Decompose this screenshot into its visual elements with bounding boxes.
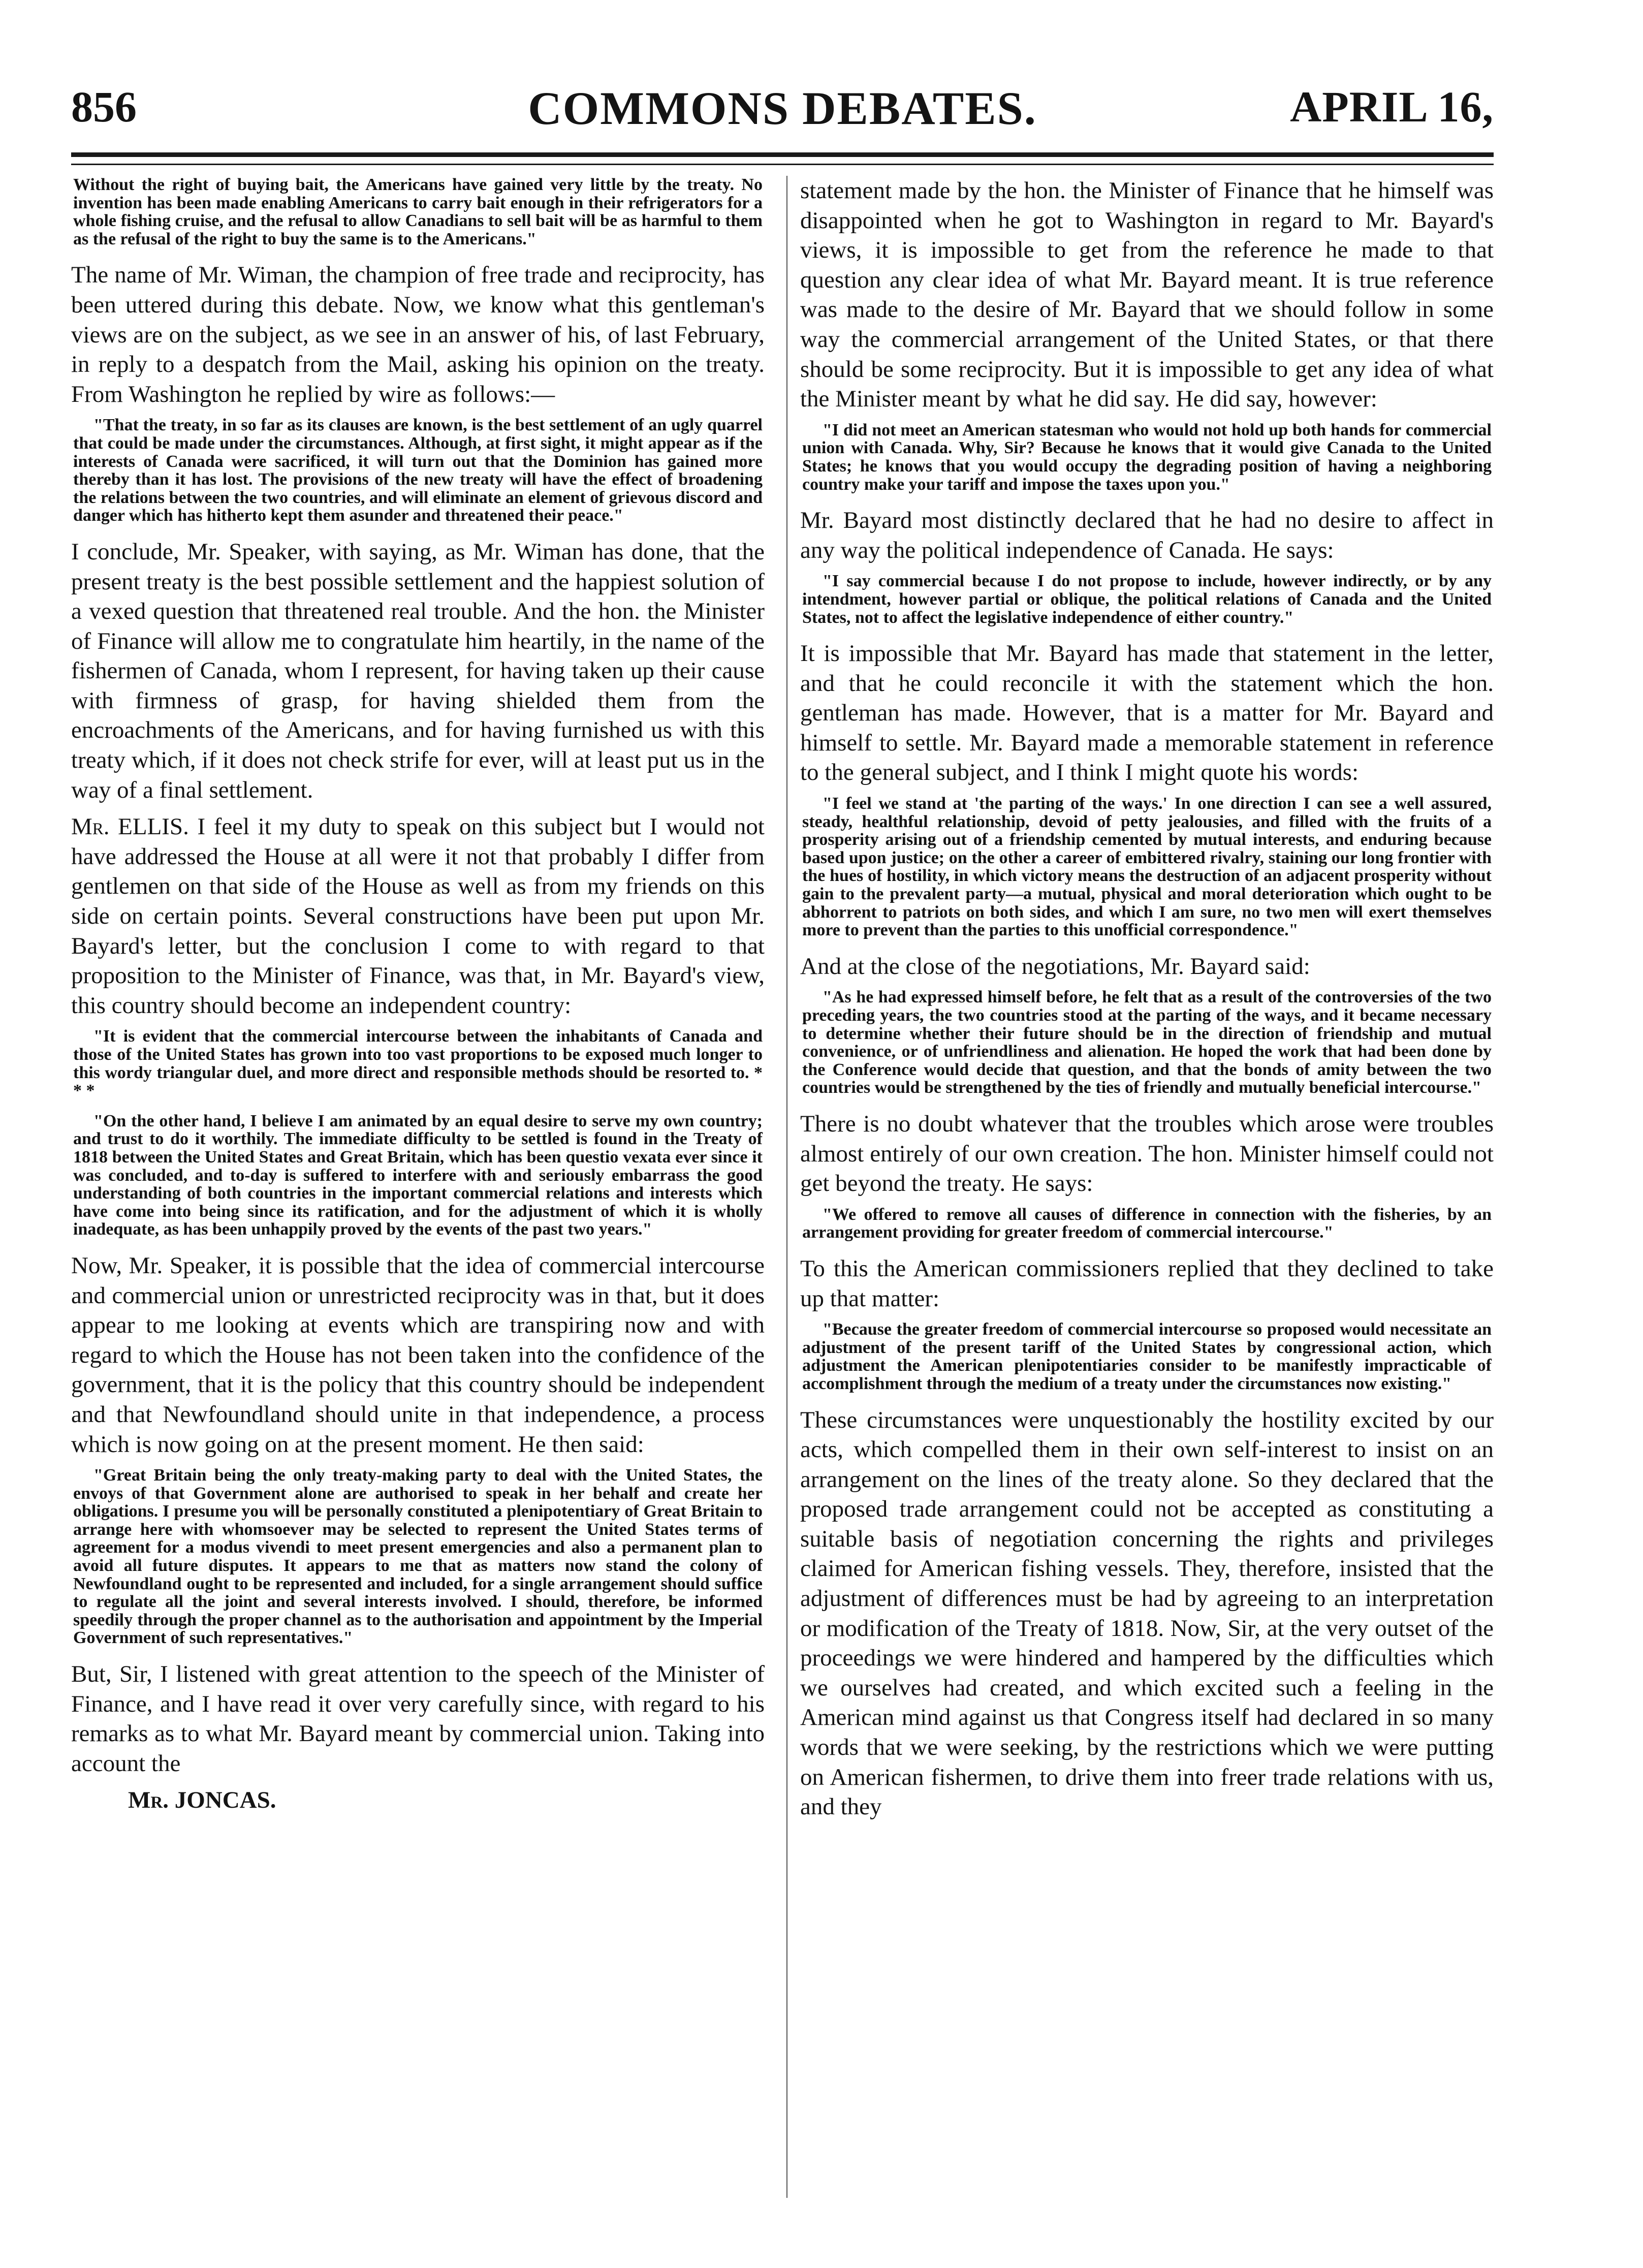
paragraph-impossible: It is impossible that Mr. Bayard has made that statement in the letter, and that he could reconcile it with the statement which the hon. gentleman has made. However, that is a matter for Mr. Bayard and himself to settle. Mr. Bayard made a memorable statement in reference to the general subject, and I think I might quote his words: bbox=[800, 640, 1494, 786]
quote-offered: "We offered to remove all causes of difference in connection with the fisheries, by an arrangement providing for greater freedom of commercial intercourse." bbox=[802, 1205, 1492, 1242]
page-number: 856 bbox=[71, 82, 137, 131]
quote-wiman: "That the treaty, in so far as its clauses are known, is the best settlement of an ugly quarrel that could be made under the circumstances. Although, at first sight, it might appear as if the interests of Canada were sacrificed, it will turn out that the Dominion has gained more thereby than it has lost. The provisions of the new treaty will have the effect of broadening the relations between the two countries, and will eliminate an element of grievous discord and danger which has hitherto kept them asunder and threatened their peace." bbox=[73, 416, 763, 525]
left-column bbox=[71, 176, 765, 1815]
paragraph-wiman: The name of Mr. Wiman, the champion of free trade and reciprocity, has been uttered during this debate. Now, we know what this gentleman's views are on the subject, as we see in an answer of his, of last February, in reply to a despatch from the Mail, asking his opinion on the treaty. From Washington he replied by wire as follows:— bbox=[71, 262, 765, 407]
header-rule-thick bbox=[71, 152, 1494, 157]
column-divider bbox=[786, 176, 787, 2198]
speaker-ellis: Mr. ELLIS. bbox=[71, 813, 189, 840]
quote-bayard-evident: "It is evident that the commercial intercourse between the inhabitants of Canada and those of the United States has grown into too vast proportions to be exposed much longer to this wordy triangular duel, and more direct and responsible methods should be resorted to. * * * bbox=[73, 1027, 763, 1100]
quote-bayard-other-hand: "On the other hand, I believe I am animated by an equal desire to serve my own country; and trust to do it worthily. The immediate difficulty to be settled is found in the Treaty of 1818 between the United States and Great Britain, which has been questio vexata ever since it was concluded, and to-day is suffered to interfere with and seriously embarrass the good understanding of both countries in the important commercial relations and interests which have come into being since its ratification, and for the adjustment of which it is wholly inadequate, as has been unhappily proved by the events of the past two years." bbox=[73, 1111, 763, 1239]
footer-speaker-name: Mr. JONCAS. bbox=[128, 1787, 276, 1814]
quote-because: "Because the greater freedom of commercial intercourse so proposed would necessitate an adjustment of the present tariff of the United States by congressional action, which adjustment the American plenipotentiaries consider to be manifestly impracticable of accomplishment through the medium of a treaty under the circumstances now existing." bbox=[802, 1320, 1492, 1393]
quote-commercial: "I say commercial because I do not propose to include, however indirectly, or by any intendment, however partial or oblique, the political relations of Canada and the United States, not to affect the legislative independence of either country." bbox=[802, 572, 1492, 627]
paragraph-conclusion: I conclude, Mr. Speaker, with saying, as Mr. Wiman has done, that the present treaty is the best possible settlement and the happiest solution of a vexed question that threatened real trouble. And the hon. the Minister of Finance will allow me to congratulate him heartily, in the name of the fishermen of Canada, whom I represent, for having taken up their cause with firmness of grasp, for having shielded them from the encroachments of the Americans, and for having furnished us with this treaty which, if it does not check strife for ever, will at least put us in the way of a final settlement. bbox=[71, 538, 765, 803]
header-rule-thin bbox=[71, 164, 1494, 165]
paragraph-independence: Now, Mr. Speaker, it is possible that the idea of commercial intercourse and commercial union or unrestricted reciprocity was in that, but it does appear to me looking at events which are transpiring now and with regard to which the House has not been taken into the confidence of the government, that it is the policy that this country should be independent and that Newfoundland should unite in that independence, a process which is now going on at the present moment. He then said: bbox=[71, 1252, 765, 1458]
running-title: COMMONS DEBATES. bbox=[528, 82, 1037, 134]
quote-statesman: "I did not meet an American statesman who would not hold up both hands for commercial union with Canada. Why, Sir? Because he knows that it would give Canada to the United States; he knows that you would occupy the degrading position of having a neighboring country make your tariff and impose the taxes upon you." bbox=[802, 420, 1492, 494]
quote-parting-of-ways: "I feel we stand at 'the parting of the ways.' In one direction I can see a well assured, steady, healthful relationship, devoid of petty jealousies, and filled with the fruits of a prosperity arising out of a friendship cemented by mutual interests, and enduring because based upon justice; on the other a career of embittered rivalry, staining our long frontier with the hues of hostility, in which victory means the destruction of an adjacent prosperity without gain to the prevalent party—a mutual, physical and moral deterioration which ought to be abhorrent to patriots on both sides, and which I am sure, no two men will exert themselves more to prevent than the parties to this unofficial correspondence." bbox=[802, 794, 1492, 940]
paragraph-bayard-declared: Mr. Bayard most distinctly declared that he had no desire to affect in any way the political independence of Canada. He says: bbox=[800, 507, 1494, 563]
paragraph-close-negotiations: And at the close of the negotiations, Mr. Bayard said: bbox=[800, 953, 1310, 980]
paragraph-commissioners: To this the American commissioners replied that they declined to take up that matter: bbox=[800, 1255, 1494, 1312]
quote-close: "As he had expressed himself before, he felt that as a result of the controversies of the two preceding years, the two countries stood at the parting of the ways, and it became necessary to determine whether their future should be in the direction of friendship and mutual convenience, or of unfriendliness and alienation. He hoped the work that had been done by the Conference would decide that question, and that the bonds of amity between the two countries would be strengthened by the ties of friendly and mutually beneficial intercourse." bbox=[802, 988, 1492, 1097]
page-header bbox=[71, 81, 1494, 137]
paragraph-ellis bbox=[71, 812, 765, 1020]
paragraph-statement: statement made by the hon. the Minister of Finance that he himself was disappointed when he got to Washington in regard to Mr. Bayard's views, it is impossible to get from the reference he made to that question any clear idea of what Mr. Bayard meant. It is true reference was made to the desire of Mr. Bayard that we should follow in some way the commercial arrangement of the United States, or that there should be some reciprocity. But it is impossible to get any idea of what the Minister meant by what he did say. He did say, however: bbox=[800, 177, 1494, 413]
paragraph-troubles: There is no doubt whatever that the troubles which arose were troubles almost entirely of our own creation. The hon. Minister himself could not get beyond the treaty. He says: bbox=[800, 1110, 1494, 1197]
paragraph-circumstances: These circumstances were unquestionably the hostility excited by our acts, which compelled them in their own self-interest to insist on an arrangement on the lines of the treaty alone. So they declared that the proposed trade arrangement could not be accepted as constituting a suitable basis of negotiation concerning the rights and privileges claimed for American fishing vessels. They, therefore, insisted that the adjustment of differences must be had by agreeing to an interpretation or modification of the Treaty of 1818. Now, Sir, at the very outset of the proceedings we were hindered and hampered by the difficulties which we ourselves had created, and which excited such a feeling in the American mind against us that Congress itself had declared in so many words that we were seeking, by the restrictions which we were putting on American fishermen, to drive them into freer trade relations with us, and they bbox=[800, 1406, 1494, 1820]
quote-great-britain: "Great Britain being the only treaty-making party to deal with the United States, the envoys of that Government alone are authorised to speak in her behalf and create her obligations. I presume you will be personally constituted a plenipotentiary of Great Britain to arrange here with whomsoever may be selected to represent the United States terms of agreement for a modus vivendi to meet present emergencies and also a permanent plan to avoid all future disputes. It appears to me that as matters now stand the colony of Newfoundland ought to be represented and included, for a single arrangement should suffice to regulate all the joint and several interests involved. I should, therefore, be informed speedily through the proper channel as to the authorisation and appointment by the Imperial Government of such representatives." bbox=[73, 1466, 763, 1648]
paragraph-ellis-text: I feel it my duty to speak on this subject but I would not have addressed the House at all were it not that probably I differ from gentlemen on that side of the House as well as from my friends on this side on certain points. Several constructions have been put upon Mr. Bayard's letter, but the conclusion I come to with regard to that proposition to the Minister of Finance, was that, in Mr. Bayard's view, this country should become an independent country: bbox=[71, 813, 765, 1019]
paragraph-listened: But, Sir, I listened with great attention to the speech of the Minister of Finance, and I have read it over very carefully since, with regard to his remarks as to what Mr. Bayard meant by commercial union. Taking into account the bbox=[71, 1661, 765, 1777]
quote-bait: Without the right of buying bait, the Americans have gained very little by the treaty. No invention has been made enabling Americans to carry bait enough in their refrigerators for a whole fishing cruise, and the refusal to allow Canadians to sell bait will be as harmful to them as the refusal of the right to buy the same is to the Americans." bbox=[73, 175, 763, 248]
right-column bbox=[800, 176, 1494, 1829]
page-date: APRIL 16, bbox=[1290, 82, 1494, 131]
